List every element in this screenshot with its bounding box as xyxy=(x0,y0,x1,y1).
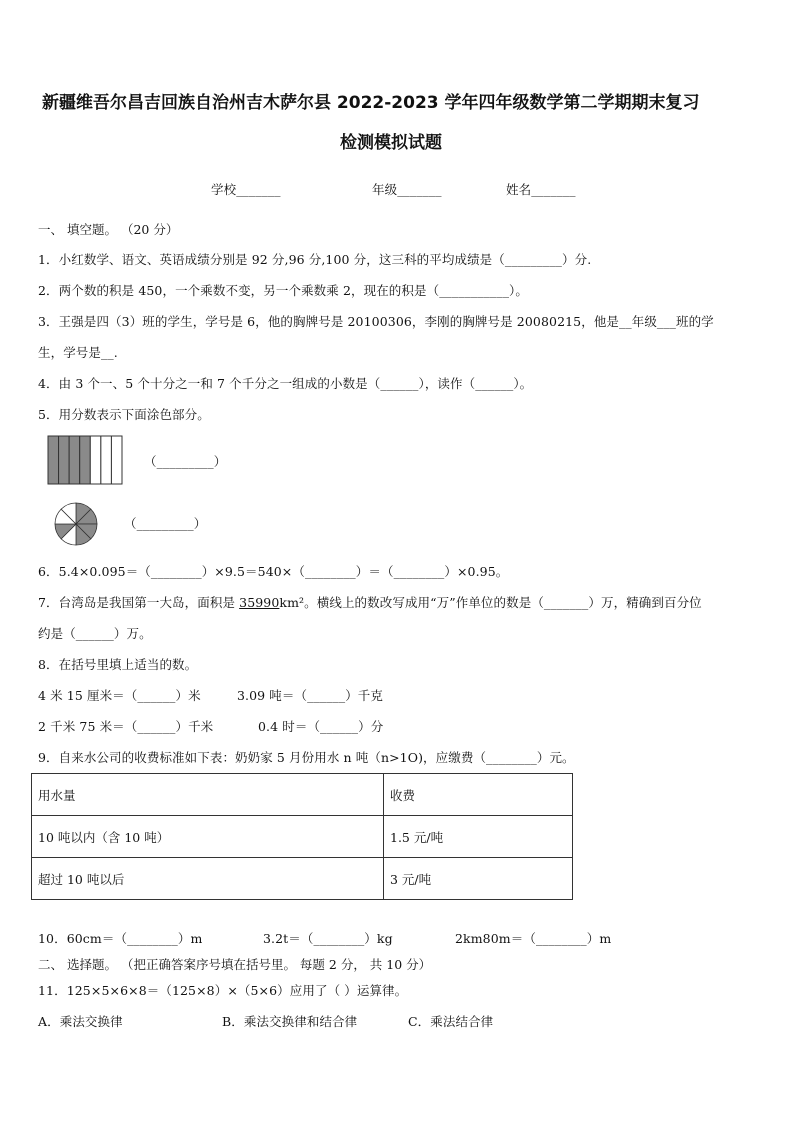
question-3-line2: 生，学号是__. xyxy=(38,345,118,360)
question-7-line2: 约是（______）万。 xyxy=(38,626,152,641)
rectangle-strip xyxy=(111,436,122,484)
table-cell: 1.5 元/吨 xyxy=(384,816,573,858)
question-4: 4．由 3 个一、5 个十分之一和 7 个千分之一组成的小数是（______），读作（______）。 xyxy=(38,376,533,391)
question-6: 6．5.4×0.095＝（________）×9.5＝540×（________）＝（________）×0.95。 xyxy=(38,564,509,579)
school-field[interactable]: 学校_______ xyxy=(211,182,281,197)
q7-underlined-number: 35990 xyxy=(239,595,280,610)
q10-item-b: 3.2t＝（________）kg xyxy=(263,931,393,946)
rectangle-strip xyxy=(69,436,80,484)
q7-text-pre: 7．台湾岛是我国第一大岛，面积是 xyxy=(38,595,240,610)
rectangle-strip xyxy=(48,436,59,484)
page-title-line1: 新疆维吾尔昌吉回族自治州吉木萨尔县 2022-2023 学年四年级数学第二学期期末复习 xyxy=(42,93,700,113)
q11-option-c[interactable]: C．乘法结合律 xyxy=(408,1014,494,1029)
table-row xyxy=(32,858,573,900)
table-cell: 3 元/吨 xyxy=(384,858,573,900)
q5-answer-blank-2[interactable]: （_________） xyxy=(124,516,207,531)
question-5: 5．用分数表示下面涂色部分。 xyxy=(38,407,210,422)
water-fee-table xyxy=(31,773,573,900)
question-7-line1 xyxy=(38,593,702,611)
q10-item-a: 10．60cm＝（________）m xyxy=(38,931,203,946)
grade-field[interactable]: 年级_______ xyxy=(372,182,442,197)
table-row xyxy=(32,774,573,816)
question-9: 9．自来水公司的收费标准如下表：奶奶家 5 月份用水 n 吨（n>1O)，应缴费（________）元。 xyxy=(38,750,575,765)
rectangle-strip xyxy=(59,436,70,484)
name-field[interactable]: 姓名_______ xyxy=(506,182,576,197)
section2-title: 二、 选择题。 （把正确答案序号填在括号里。 每题 2 分， 共 10 分） xyxy=(38,957,432,972)
question-3-line1: 3．王强是四（3）班的学生，学号是 6，他的胸牌号是 20100306，李刚的胸牌号是 20080215，他是__年级___班的学 xyxy=(38,314,714,329)
q8-item-c: 2 千米 75 米＝（______）千米 xyxy=(38,719,214,734)
question-1: 1．小红数学、语文、英语成绩分别是 92 分,96 分,100 分，这三科的平均成绩是（_________）分. xyxy=(38,252,592,267)
section1-title: 一、 填空题。 （20 分） xyxy=(38,222,179,237)
q8-item-a: 4 米 15 厘米＝（______）米 xyxy=(38,688,201,703)
rectangle-strip xyxy=(80,436,91,484)
q8-item-d: 0.4 时＝（______）分 xyxy=(258,719,384,734)
q8-item-b: 3.09 吨＝（______）千克 xyxy=(237,688,384,703)
question-11: 11．125×5×6×8＝（125×8）×（5×6）应用了（ ）运算律。 xyxy=(38,983,408,998)
q11-option-b[interactable]: B．乘法交换律和结合律 xyxy=(222,1014,358,1029)
shaded-rectangle-figure xyxy=(46,434,124,486)
table-cell: 超过 10 吨以后 xyxy=(32,858,384,900)
q10-item-c: 2km80m＝（________）m xyxy=(455,931,612,946)
table-cell: 10 吨以内（含 10 吨） xyxy=(32,816,384,858)
table-cell: 收费 xyxy=(384,774,573,816)
question-2: 2．两个数的积是 450，一个乘数不变，另一个乘数乘 2，现在的积是（___________）。 xyxy=(38,283,529,298)
table-cell: 用水量 xyxy=(32,774,384,816)
rectangle-strip xyxy=(90,436,101,484)
rectangle-strip xyxy=(101,436,112,484)
q5-answer-blank-1[interactable]: （_________） xyxy=(144,454,227,469)
table-row xyxy=(32,816,573,858)
page-title-line2: 检测模拟试题 xyxy=(340,133,442,153)
shaded-circle-figure xyxy=(52,500,100,548)
q7-text-post: km²。横线上的数改写成用“万”作单位的数是（_______）万，精确到百分位 xyxy=(279,595,702,610)
question-8: 8．在括号里填上适当的数。 xyxy=(38,657,198,672)
q11-option-a[interactable]: A．乘法交换律 xyxy=(38,1014,123,1029)
